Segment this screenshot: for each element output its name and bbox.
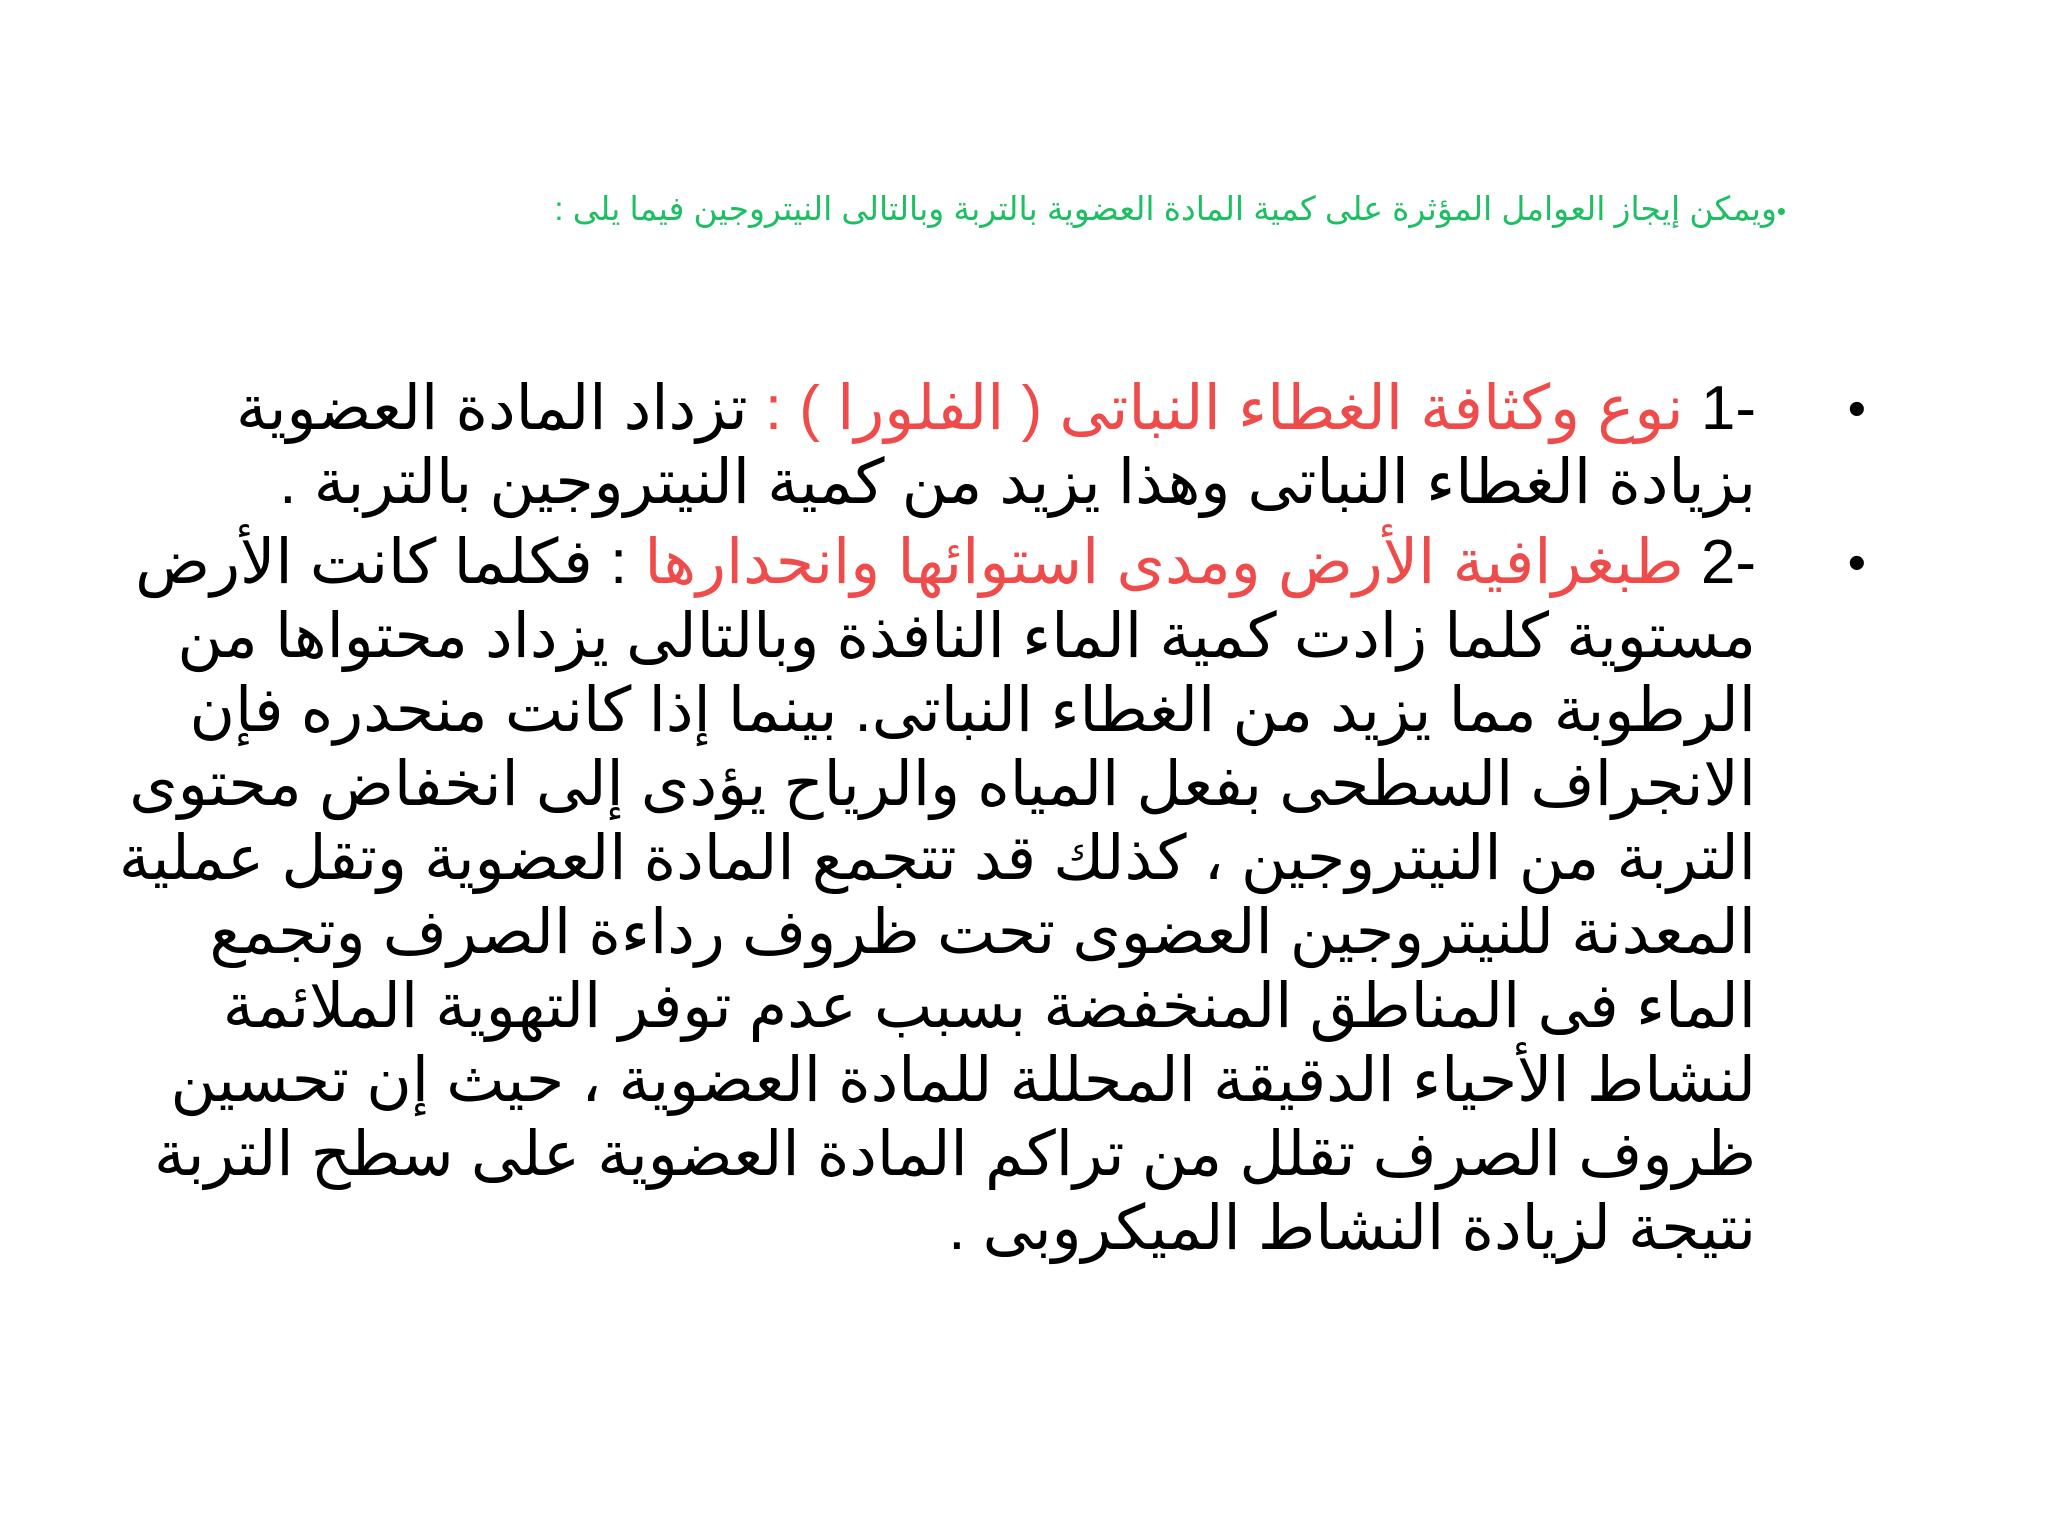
factor-number: 1-	[1700, 374, 1756, 443]
factor-text: : فكلما كانت الأرض مستوية كلما زادت كمية الماء النافذة وبالتالى يزداد محتواها من الرطوبة مما يزيد من الغطاء النباتى. بينما إذا كانت منحدره فإن الانجراف السطحى بفعل المياه والرياح يؤدى إلى انخفاض محتوى التربة من النيتروجين ، كذلك قد تتجمع المادة العضوية وتقل عملية المعدنة للنيتروجين العضوى تحت ظروف رداءة الصرف وتجمع الماء فى المناطق المنخفضة بسبب عدم توفر التهوية الملائمة لنشاط الأحياء الدقيقة المحللة للمادة العضوية ، حيث إن تحسين ظروف الصرف تقلل من تراكم المادة العضوية على سطح التربة نتيجة لزيادة النشاط الميكروبى .	[118, 528, 1756, 1263]
bullet-point: •	[1847, 534, 1866, 592]
intro-text: ويمكن إيجاز العوامل المؤثرة على كمية المادة العضوية بالتربة وبالتالى النيتروجين فيما يلى :	[554, 190, 1777, 227]
factor-title: نوع وكثافة الغطاء النباتى ( الفلورا ) :	[764, 374, 1684, 443]
intro-paragraph	[226, 186, 1786, 234]
factor-item-vegetation	[108, 372, 1968, 520]
factor-body	[108, 372, 1756, 520]
factor-list	[108, 372, 1968, 1272]
bullet-point: •	[1847, 380, 1866, 438]
factor-number: 2-	[1700, 528, 1756, 597]
factor-text: تزداد المادة العضوية بزيادة الغطاء النباتى وهذا يزيد من كمية النيتروجين بالتربة .	[235, 374, 1756, 517]
factor-title: طبغرافية الأرض ومدى استوائها وانحدارها	[644, 528, 1684, 597]
factor-body	[108, 526, 1756, 1266]
intro-bullet: •	[1776, 196, 1786, 226]
factor-item-topography	[108, 526, 1968, 1266]
